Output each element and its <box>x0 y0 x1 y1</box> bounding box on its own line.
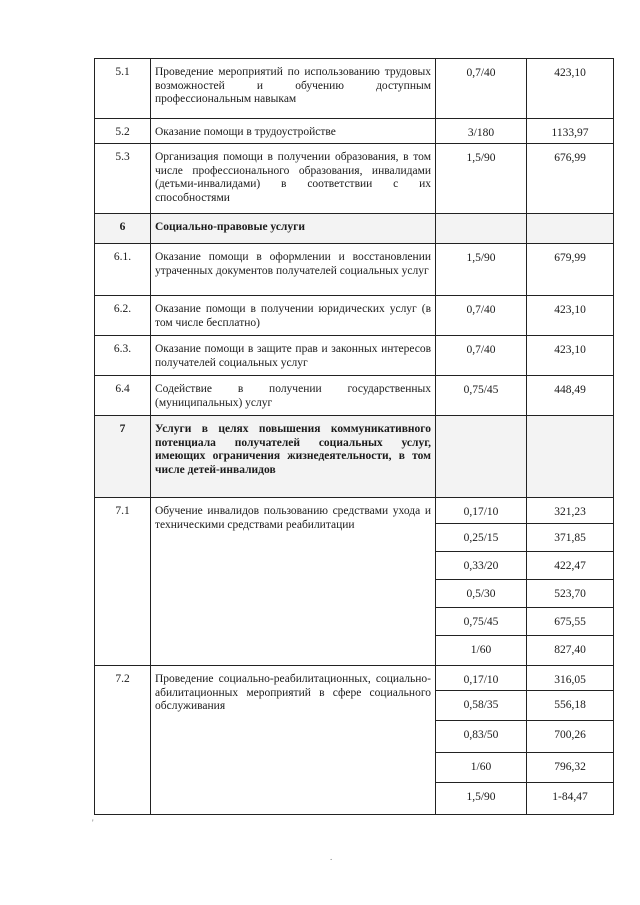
table-row <box>95 119 614 144</box>
time-norm: 1/60 <box>436 636 527 666</box>
time-norm: 0,7/40 <box>436 336 527 376</box>
price: 796,32 <box>527 752 614 782</box>
section-number: 6 <box>95 214 151 244</box>
service-description: Обучение инвалидов пользованию средствами ухода и техническими средствами реабилитации <box>151 498 436 666</box>
price: 679,99 <box>527 244 614 296</box>
service-description: Содействие в получении государственных (муниципальных) услуг <box>151 376 436 416</box>
section-title: Услуги в целях повышения коммуникативного потенциала получателей социальных услуг, имеющих ограничения жизнедеятельности, в том числе детей-инвалидов <box>151 416 436 498</box>
service-description: Оказание помощи в трудоустройстве <box>151 119 436 144</box>
price: 422,47 <box>527 552 614 580</box>
time-norm: 0,75/45 <box>436 376 527 416</box>
service-description: Оказание помощи в защите прав и законных интересов получателей социальных услуг <box>151 336 436 376</box>
table-row <box>95 498 614 524</box>
empty-cell <box>527 416 614 498</box>
price: 448,49 <box>527 376 614 416</box>
table-row <box>95 666 614 691</box>
row-number: 6.1. <box>95 244 151 296</box>
time-norm: 1,5/90 <box>436 144 527 214</box>
row-number: 5.1 <box>95 59 151 119</box>
row-number: 6.2. <box>95 296 151 336</box>
empty-cell <box>527 214 614 244</box>
table-row <box>95 144 614 214</box>
row-number: 6.4 <box>95 376 151 416</box>
time-norm: 0,7/40 <box>436 59 527 119</box>
time-norm: 1,5/90 <box>436 782 527 814</box>
time-norm: 0,17/10 <box>436 666 527 691</box>
empty-cell <box>436 214 527 244</box>
service-description: Проведение социально-реабилитационных, социально-абилитационных мероприятий в сфере социального обслуживания <box>151 666 436 815</box>
price: 700,26 <box>527 720 614 752</box>
price: 423,10 <box>527 296 614 336</box>
services-table <box>94 58 614 815</box>
price: 556,18 <box>527 690 614 720</box>
section-number: 7 <box>95 416 151 498</box>
table-row <box>95 336 614 376</box>
time-norm: 0,75/45 <box>436 608 527 636</box>
service-description: Оказание помощи в оформлении и восстановлении утраченных документов получателей социальных услуг <box>151 244 436 296</box>
time-norm: 0,25/15 <box>436 524 527 552</box>
services-table-body <box>95 59 614 815</box>
row-number: 7.1 <box>95 498 151 666</box>
table-row <box>95 376 614 416</box>
row-number: 5.2 <box>95 119 151 144</box>
section-row <box>95 416 614 498</box>
table-row <box>95 244 614 296</box>
time-norm: 1,5/90 <box>436 244 527 296</box>
table-row <box>95 296 614 336</box>
row-number: 6.3. <box>95 336 151 376</box>
time-norm: 0,58/35 <box>436 690 527 720</box>
price: 1-84,47 <box>527 782 614 814</box>
time-norm: 0,7/40 <box>436 296 527 336</box>
price: 423,10 <box>527 59 614 119</box>
row-number: 7.2 <box>95 666 151 815</box>
empty-cell <box>436 416 527 498</box>
price: 321,23 <box>527 498 614 524</box>
time-norm: 0,5/30 <box>436 580 527 608</box>
price: 316,05 <box>527 666 614 691</box>
scan-mark-bottom: . <box>330 852 333 862</box>
service-description: Оказание помощи в получении юридических услуг (в том числе бесплатно) <box>151 296 436 336</box>
price: 523,70 <box>527 580 614 608</box>
price: 371,85 <box>527 524 614 552</box>
section-title: Социально-правовые услуги <box>151 214 436 244</box>
price: 1133,97 <box>527 119 614 144</box>
time-norm: 0,33/20 <box>436 552 527 580</box>
price: 827,40 <box>527 636 614 666</box>
time-norm: 1/60 <box>436 752 527 782</box>
price: 675,55 <box>527 608 614 636</box>
scan-mark-left: ' <box>92 818 94 828</box>
row-number: 5.3 <box>95 144 151 214</box>
time-norm: 3/180 <box>436 119 527 144</box>
time-norm: 0,17/10 <box>436 498 527 524</box>
time-norm: 0,83/50 <box>436 720 527 752</box>
price: 676,99 <box>527 144 614 214</box>
section-row <box>95 214 614 244</box>
service-description: Организация помощи в получении образования, в том числе профессионального образования, инвалидами (детьми-инвалидами) в соответствии с их способностями <box>151 144 436 214</box>
table-row <box>95 59 614 119</box>
price: 423,10 <box>527 336 614 376</box>
service-description: Проведение мероприятий по использованию трудовых возможностей и обучению доступным профессиональным навыкам <box>151 59 436 119</box>
